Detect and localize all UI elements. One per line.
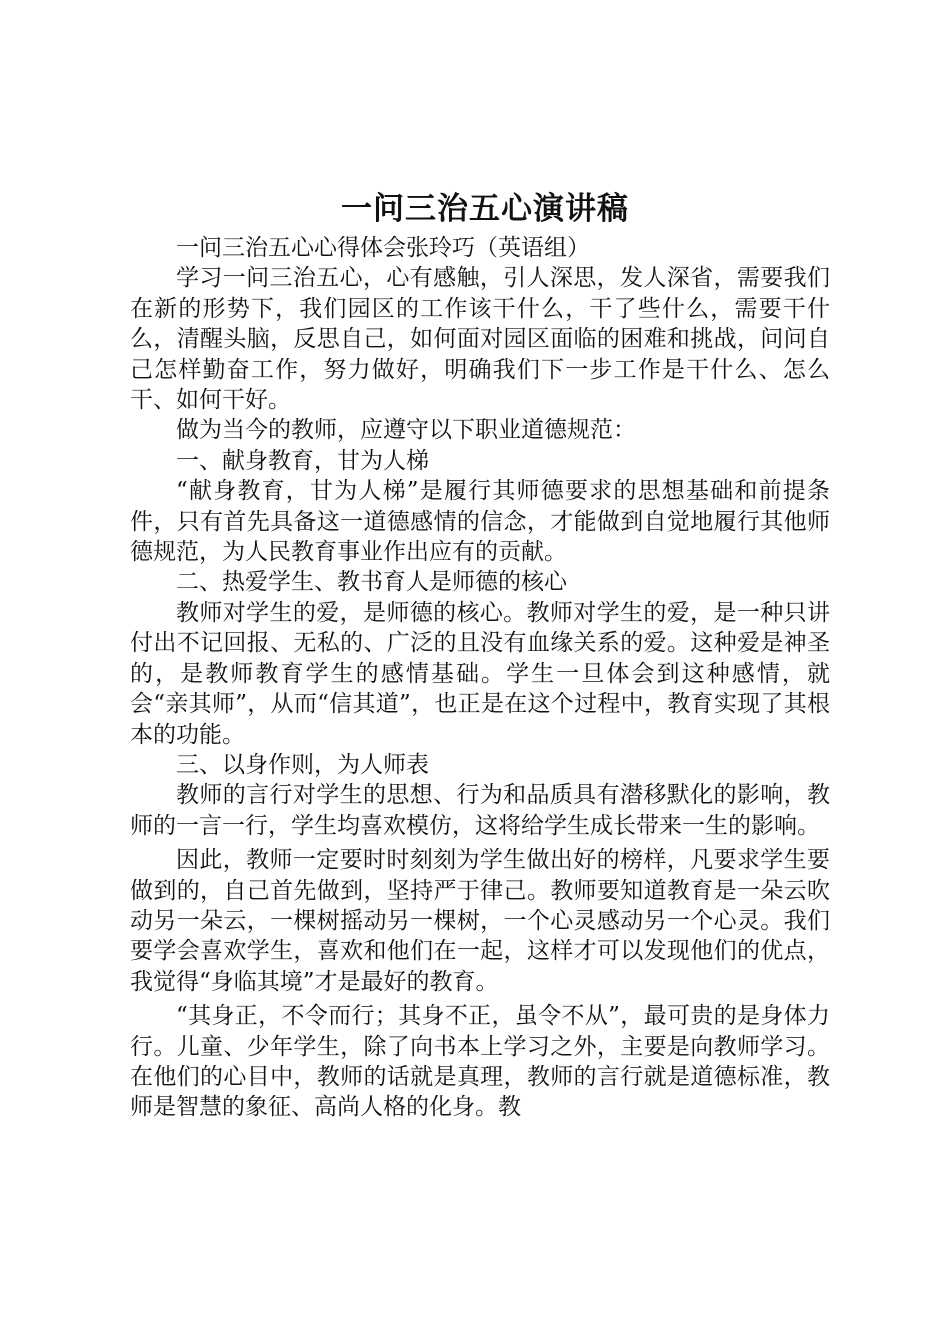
heading-section-1: 一、献身教育，甘为人梯 xyxy=(176,447,429,474)
paragraph-section-3b: 因此，教师一定要时时刻刻为学生做出好的榜样，凡要求学生要做到的，自己首先做到，坚持严于律己。教师要知道教育是一朵云吹动另一朵云，一棵树摇动另一棵树，一个心灵感动另一个心灵。我们要学会喜欢学生，喜欢和他们在一起，这样才可以发现他们的优点，我觉得“身临其境”才是最好的教育。 xyxy=(130,847,830,995)
paragraph-subtitle: 一问三治五心心得体会张玲巧（英语组） xyxy=(176,235,590,261)
paragraph-section-3a: 教师的言行对学生的思想、行为和品质具有潜移默化的影响，教师的一言一行，学生均喜欢模仿，这将给学生成长带来一生的影响。 xyxy=(130,782,830,839)
document-page xyxy=(130,185,830,1123)
heading-section-3: 三、以身作则，为人师表 xyxy=(176,751,429,778)
paragraph-norms-lead: 做为当今的教师，应遵守以下职业道德规范： xyxy=(176,417,636,444)
paragraph-section-3c: “其身正，不令而行；其身不正，虽令不从”，最可贵的是身体力行。儿童、少年学生，除了向书本上学习之外，主要是向教师学习。在他们的心目中，教师的话就是真理，教师的言行就是道德标准，教师是智慧的象征、高尚人格的化身。教 xyxy=(130,1003,830,1121)
paragraph-section-2: 教师对学生的爱，是师德的核心。教师对学生的爱，是一种只讲付出不记回报、无私的、广泛的且没有血缘关系的爱。这种爱是神圣的，是教师教育学生的感情基础。学生一旦体会到这种感情，就会“亲其师”，从而“信其道”，也正是在这个过程中，教育实现了其根本的功能。 xyxy=(130,599,830,748)
paragraph-intro: 学习一问三治五心，心有感触，引人深思，发人深省，需要我们在新的形势下，我们园区的工作该干什么，干了些什么，需要干什么，清醒头脑，反思自己，如何面对园区面临的困难和挑战，问问自己怎样勤奋工作，努力做好，明确我们下一步工作是干什么、怎么干、如何干好。 xyxy=(130,265,830,414)
paragraph-section-1: “献身教育，甘为人梯”是履行其师德要求的思想基础和前提条件，只有首先具备这一道德感情的信念，才能做到自觉地履行其他师德规范，为人民教育事业作出应有的贡献。 xyxy=(130,478,830,566)
heading-section-2: 二、热爱学生、教书育人是师德的核心 xyxy=(176,569,567,596)
document-title: 一问三治五心演讲稿 xyxy=(341,191,629,227)
